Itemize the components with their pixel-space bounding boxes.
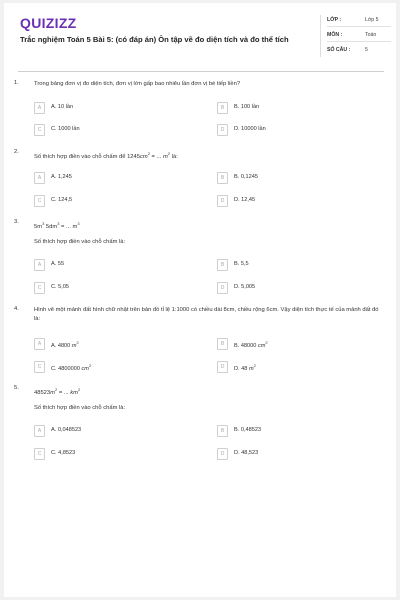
option-text: [234, 363, 256, 372]
meta-label: SỐ CÂU :: [327, 47, 351, 53]
option-text: [234, 340, 268, 349]
option-c[interactable]: [34, 448, 194, 460]
option-text: C. 124,5: [51, 197, 73, 203]
option-text: A. 0,048523: [51, 427, 82, 433]
unit-text: cm: [81, 365, 89, 372]
option-b[interactable]: [217, 172, 377, 184]
option-letter-box: B: [217, 172, 228, 184]
question-text: [34, 219, 384, 232]
worksheet-page: [4, 3, 396, 597]
header-divider: [18, 71, 384, 72]
option-letter-box: D: [217, 195, 228, 207]
option-text: C. 1000 lần: [51, 126, 80, 132]
exponent: 2: [54, 387, 58, 392]
option-letter-box: C: [34, 361, 45, 373]
option-letter-box: A: [34, 172, 45, 184]
exponent: 2: [78, 387, 81, 392]
unit-text: m: [248, 365, 254, 372]
option-d[interactable]: [217, 361, 377, 373]
exponent: 3: [57, 221, 60, 226]
question-number: 3.: [14, 219, 19, 225]
question-number: 2.: [14, 149, 19, 155]
option-letter-box: C: [34, 282, 45, 294]
option-letter-box: A: [34, 338, 45, 350]
exponent: 2: [253, 363, 256, 368]
exponent: 3: [42, 221, 45, 226]
option-value: A. 4800: [51, 342, 72, 349]
meta-box: [320, 15, 391, 57]
option-b[interactable]: [217, 102, 377, 114]
question-number: 5.: [14, 385, 19, 391]
unit-text: m: [163, 153, 168, 160]
question-text: [34, 385, 384, 398]
option-text: D. 5,005: [234, 284, 256, 290]
meta-row-count: [327, 45, 391, 57]
option-c[interactable]: [34, 124, 194, 136]
exponent: 2: [265, 340, 268, 345]
divider: [327, 26, 391, 27]
page-title: Trắc nghiệm Toán 5 Bài 5: (có đáp án) Ôn tập về đo diện tích và đo thể tích: [20, 35, 289, 44]
option-text: D. 10000 lần: [234, 126, 266, 132]
unit-text: cm: [139, 153, 148, 160]
option-letter-box: D: [217, 448, 228, 460]
option-d[interactable]: [217, 448, 377, 460]
text-part: 5dm: [44, 223, 58, 230]
meta-value: 5: [365, 47, 368, 53]
question-text: Hình vẽ một mảnh đất hình chữ nhật trên bản đồ tỉ lệ 1:1000 có chiều dài 8cm, chiều rộng 6cm. Vậy diện tích thực tế của mảnh đất đó là:: [34, 307, 379, 322]
question-number: 4.: [14, 306, 19, 312]
question-text: [34, 149, 384, 162]
option-letter-box: C: [34, 195, 45, 207]
option-text: C. 5,05: [51, 284, 70, 290]
text-part: 5m: [34, 223, 43, 230]
exponent: 3: [77, 221, 80, 226]
text-part: = ...: [149, 153, 163, 160]
option-a[interactable]: [34, 172, 194, 184]
question-subtext: Số thích hợp điền vào chỗ chấm là:: [34, 405, 126, 411]
exponent: 2: [76, 340, 79, 345]
option-text: [51, 363, 91, 372]
option-letter-box: B: [217, 425, 228, 437]
option-a[interactable]: [34, 259, 194, 271]
unit-text: km: [70, 389, 78, 396]
option-a[interactable]: [34, 102, 194, 114]
option-c[interactable]: [34, 195, 194, 207]
option-a[interactable]: [34, 338, 194, 350]
exponent: 2: [167, 151, 171, 156]
text-part: Số thích hợp điền vào chỗ chấm để 1245: [34, 153, 140, 160]
option-letter-box: A: [34, 259, 45, 271]
option-letter-box: A: [34, 425, 45, 437]
option-letter-box: C: [34, 124, 45, 136]
text-part: là:: [170, 153, 178, 160]
meta-label: LỚP :: [327, 17, 342, 23]
option-a[interactable]: [34, 425, 194, 437]
option-b[interactable]: [217, 338, 377, 350]
question-subtext: Số thích hợp điền vào chỗ chấm là:: [34, 239, 126, 245]
divider: [327, 41, 391, 42]
option-d[interactable]: [217, 195, 377, 207]
option-c[interactable]: [34, 361, 194, 373]
option-letter-box: C: [34, 448, 45, 460]
option-b[interactable]: [217, 259, 377, 271]
option-text: B. 5,5: [234, 261, 249, 267]
option-d[interactable]: [217, 282, 377, 294]
unit-text: cm: [257, 342, 266, 349]
option-text: A. 10 lần: [51, 104, 74, 110]
option-b[interactable]: [217, 425, 377, 437]
option-letter-box: A: [34, 102, 45, 114]
text-part: = ... m: [59, 223, 78, 230]
option-c[interactable]: [34, 282, 194, 294]
text-part: = ...: [57, 389, 71, 396]
option-text: [51, 340, 79, 349]
unit-text: m: [50, 389, 55, 396]
option-value: C. 4800000: [51, 365, 82, 372]
option-letter-box: D: [217, 124, 228, 136]
meta-label: MÔN :: [327, 32, 343, 38]
unit-text: m: [71, 342, 77, 349]
worksheet-header: [18, 15, 384, 73]
option-value: D. 48: [234, 365, 249, 372]
option-text: A. 1,245: [51, 174, 72, 180]
option-letter-box: D: [217, 361, 228, 373]
meta-value: Lớp 5: [365, 17, 379, 23]
question-text: Trong bảng đơn vị đo diện tích, đơn vị lớn gấp bao nhiêu lần đơn vị bé tiếp liền?: [34, 81, 241, 87]
option-text: D. 48,523: [234, 450, 259, 456]
option-text: A. 55: [51, 261, 65, 267]
exponent: 2: [147, 151, 150, 156]
option-text: C. 4,8523: [51, 450, 76, 456]
option-letter-box: B: [217, 338, 228, 350]
option-text: B. 100 lần: [234, 104, 260, 110]
exponent: 2: [88, 363, 92, 368]
option-letter-box: D: [217, 282, 228, 294]
option-text: B. 0,48523: [234, 427, 262, 433]
option-text: D. 12,45: [234, 197, 256, 203]
option-value: B. 48000: [234, 342, 258, 349]
quizizz-logo: QUIZIZZ: [20, 15, 77, 31]
option-letter-box: B: [217, 102, 228, 114]
option-letter-box: B: [217, 259, 228, 271]
option-d[interactable]: [217, 124, 377, 136]
meta-row-subject: [327, 30, 391, 42]
question-number: 1.: [14, 80, 19, 86]
meta-value: Toán: [365, 32, 377, 38]
meta-row-grade: [327, 15, 391, 27]
text-part: 48523: [34, 389, 51, 396]
option-text: B. 0,1245: [234, 174, 258, 180]
